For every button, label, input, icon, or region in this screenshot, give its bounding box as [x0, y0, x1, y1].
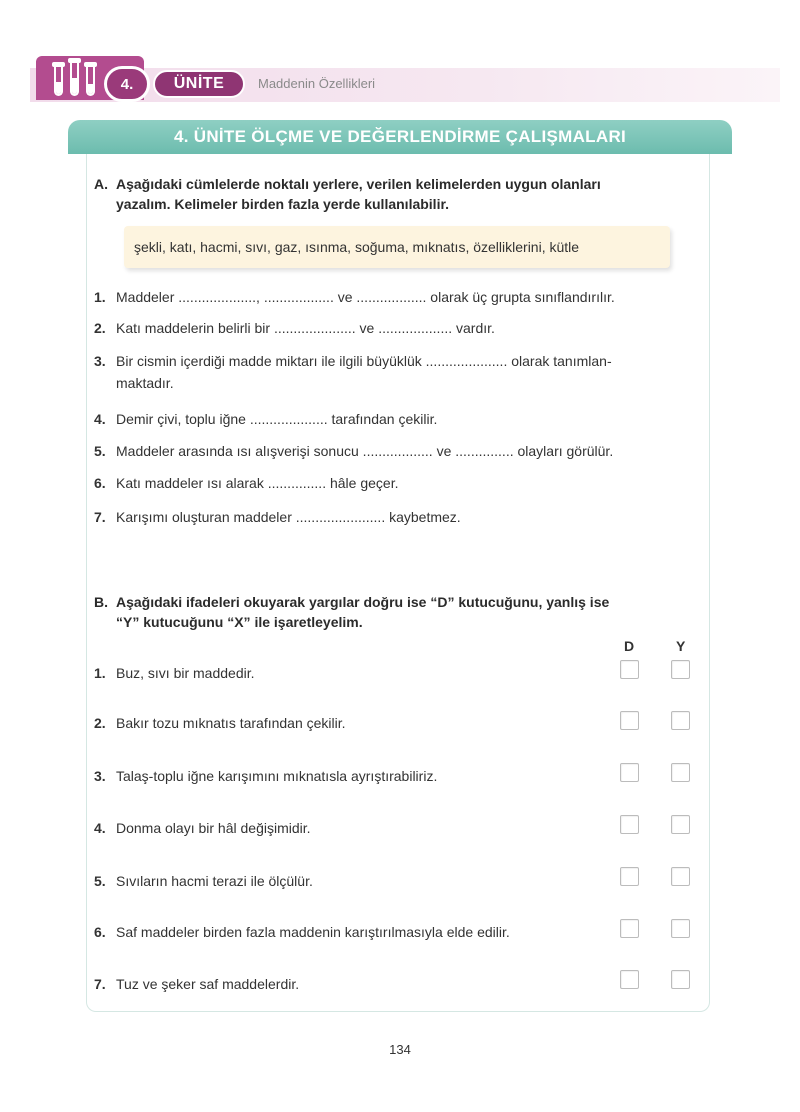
- item-text: Sıvıların hacmi terazi ile ölçülür.: [116, 873, 313, 889]
- item-number: 2.: [94, 715, 106, 731]
- section-b-line2: “Y” kutucuğunu “X” ile işaretleyelim.: [116, 614, 363, 630]
- tf-item-2: [94, 713, 346, 733]
- true-checkbox-7[interactable]: [620, 970, 639, 989]
- tf-item-1: [94, 663, 255, 683]
- item-text: Donma olayı bir hâl değişimidir.: [116, 820, 311, 836]
- fill-item-3: [94, 350, 704, 394]
- item-text: Katı maddeler ısı alarak ............... hâle geçer.: [116, 475, 399, 491]
- item-number: 4.: [94, 820, 106, 836]
- fill-item-2: [94, 317, 704, 339]
- false-checkbox-3[interactable]: [671, 763, 690, 782]
- item-number: 2.: [94, 320, 106, 336]
- item-text: Buz, sıvı bir maddedir.: [116, 665, 255, 681]
- item-number: 5.: [94, 873, 106, 889]
- unit-topic: Maddenin Özellikleri: [258, 76, 376, 91]
- column-header-true: D: [624, 638, 635, 654]
- item-number: 5.: [94, 443, 106, 459]
- page-number: 134: [389, 1042, 411, 1057]
- item-text-continued: maktadır.: [116, 375, 174, 391]
- unit-number: 4.: [104, 66, 150, 102]
- tf-item-3: [94, 766, 437, 786]
- section-b-line1: Aşağıdaki ifadeleri okuyarak yargılar doğru ise “D” kutucuğunu, yanlış ise: [116, 594, 610, 610]
- fill-item-6: [94, 472, 704, 494]
- item-number: 7.: [94, 976, 106, 992]
- item-number: 1.: [94, 289, 106, 305]
- false-checkbox-2[interactable]: [671, 711, 690, 730]
- column-header-false: Y: [676, 638, 686, 654]
- false-checkbox-7[interactable]: [671, 970, 690, 989]
- item-text: Bakır tozu mıknatıs tarafından çekilir.: [116, 715, 346, 731]
- section-a-line2: yazalım. Kelimeler birden fazla yerde kullanılabilir.: [116, 196, 450, 212]
- fill-item-7: [94, 506, 704, 528]
- item-text: Tuz ve şeker saf maddelerdir.: [116, 976, 300, 992]
- fill-item-4: [94, 408, 704, 430]
- item-number: 4.: [94, 411, 106, 427]
- item-number: 7.: [94, 509, 106, 525]
- item-text: Bir cismin içerdiği madde miktarı ile ilgili büyüklük ..................... olarak tanımlan-: [116, 353, 612, 369]
- false-checkbox-1[interactable]: [671, 660, 690, 679]
- item-number: 1.: [94, 665, 106, 681]
- section-a-instruction: [94, 174, 601, 214]
- true-checkbox-1[interactable]: [620, 660, 639, 679]
- fill-item-1: [94, 286, 704, 308]
- fill-item-5: [94, 440, 704, 462]
- tf-item-7: [94, 974, 299, 994]
- word-bank: [124, 226, 670, 268]
- false-checkbox-4[interactable]: [671, 815, 690, 834]
- item-number: 6.: [94, 475, 106, 491]
- item-number: 3.: [94, 353, 106, 369]
- true-checkbox-6[interactable]: [620, 919, 639, 938]
- item-text: Katı maddelerin belirli bir ..................... ve ................... vardır.: [116, 320, 495, 336]
- tf-item-5: [94, 871, 313, 891]
- item-text: Talaş-toplu iğne karışımını mıknatısla ayrıştırabiliriz.: [116, 768, 438, 784]
- unit-label: ÜNİTE: [153, 70, 245, 98]
- item-text: Maddeler ...................., .................. ve .................. olarak üç grupta sınıflandırılır.: [116, 289, 615, 305]
- item-text: Demir çivi, toplu iğne .................... tarafından çekilir.: [116, 411, 438, 427]
- true-checkbox-5[interactable]: [620, 867, 639, 886]
- true-checkbox-3[interactable]: [620, 763, 639, 782]
- tf-item-6: [94, 922, 510, 942]
- false-checkbox-5[interactable]: [671, 867, 690, 886]
- word-bank-text: şekli, katı, hacmi, sıvı, gaz, ısınma, soğuma, mıknatıs, özelliklerini, kütle: [134, 239, 580, 255]
- true-checkbox-2[interactable]: [620, 711, 639, 730]
- page-title: 4. ÜNİTE ÖLÇME VE DEĞERLENDİRME ÇALIŞMALARI: [68, 120, 732, 154]
- item-text: Saf maddeler birden fazla maddenin karıştırılmasıyla elde edilir.: [116, 924, 510, 940]
- item-number: 6.: [94, 924, 106, 940]
- section-b-instruction: [94, 592, 609, 632]
- section-a-line1: Aşağıdaki cümlelerde noktalı yerlere, verilen kelimelerden uygun olanları: [116, 176, 601, 192]
- item-text: Karışımı oluşturan maddeler ....................... kaybetmez.: [116, 509, 461, 525]
- true-checkbox-4[interactable]: [620, 815, 639, 834]
- item-text: Maddeler arasında ısı alışverişi sonucu .................. ve ............... olayları görülür.: [116, 443, 614, 459]
- false-checkbox-6[interactable]: [671, 919, 690, 938]
- section-b-letter: B.: [94, 594, 108, 610]
- item-number: 3.: [94, 768, 106, 784]
- tf-item-4: [94, 818, 311, 838]
- section-a-letter: A.: [94, 176, 108, 192]
